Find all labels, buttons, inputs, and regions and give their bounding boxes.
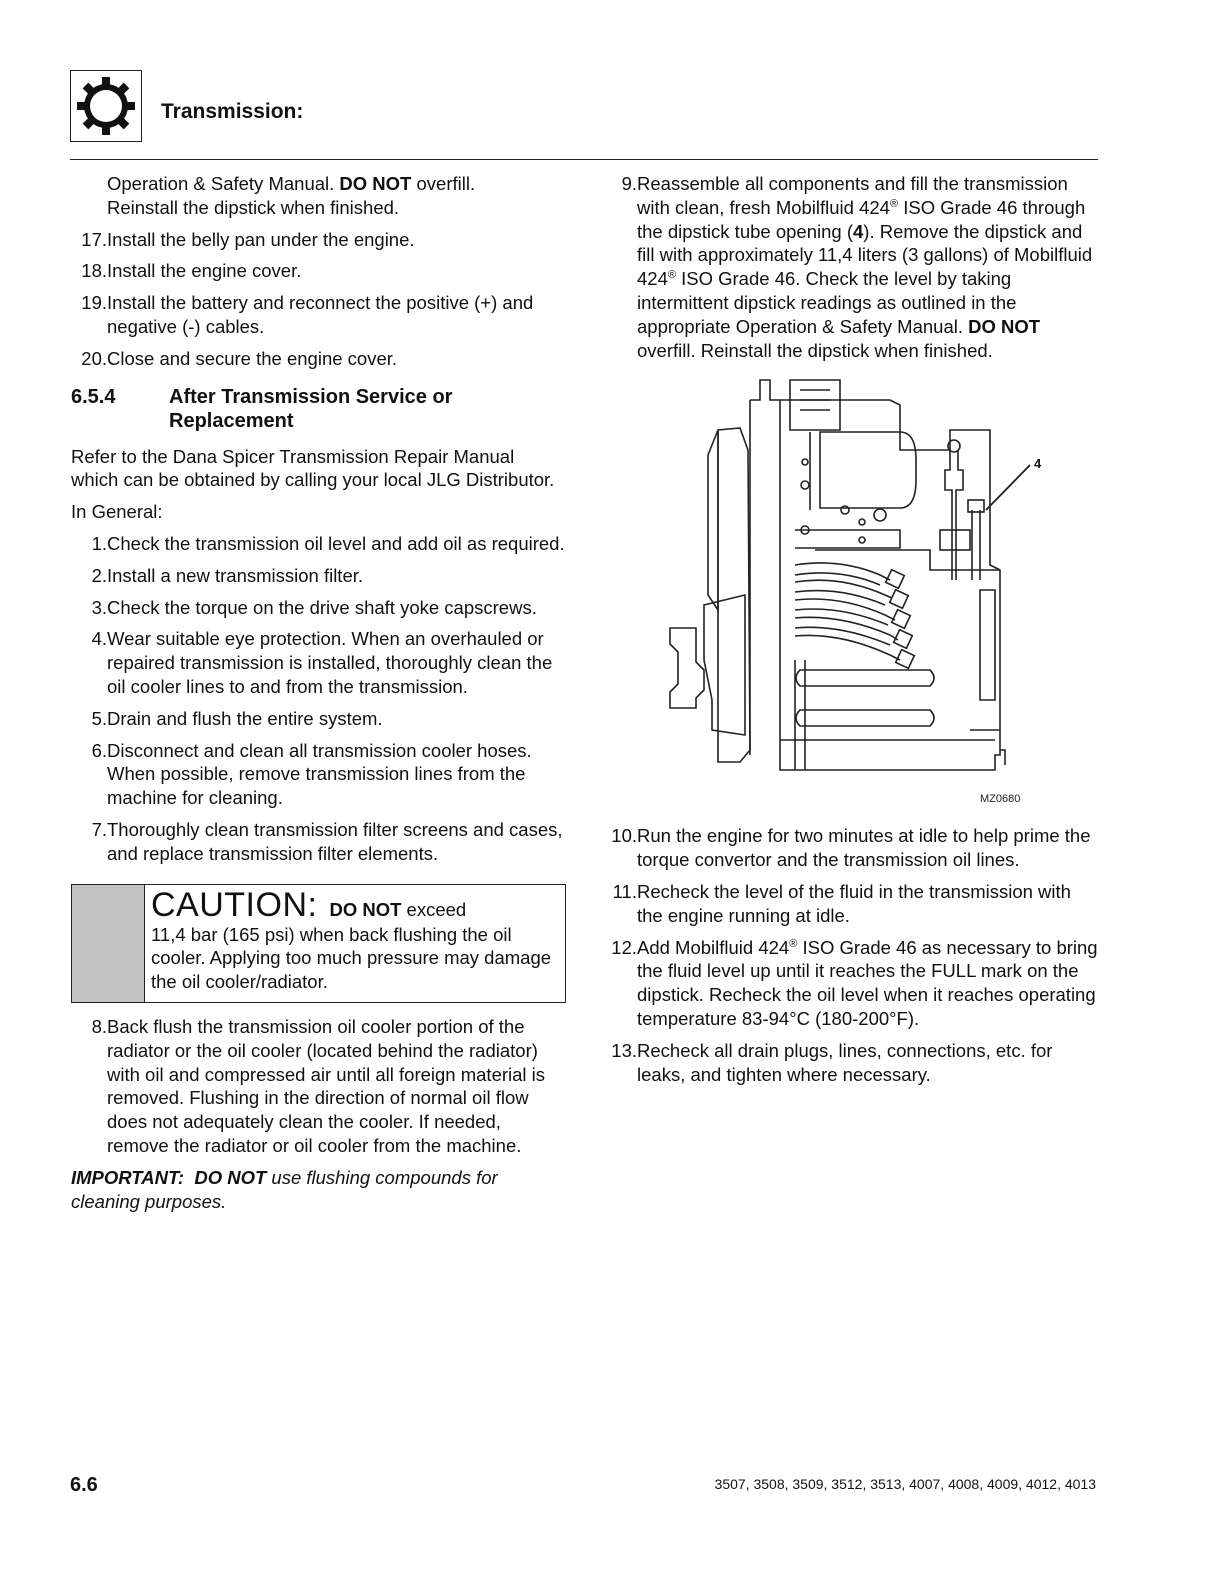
- step-number: 2.: [91, 564, 107, 586]
- list-item: [71, 627, 566, 698]
- caution-bold: DO NOT: [329, 898, 402, 920]
- step-text: Install the engine cover.: [107, 260, 302, 282]
- header-divider: [70, 159, 1098, 160]
- step-text: Recheck the level of the fluid in the transmission with the engine running at idle.: [637, 880, 1071, 926]
- step-number: 8.: [91, 1015, 107, 1037]
- step-number: 7.: [91, 818, 107, 840]
- continued-suffix: overfill.: [416, 173, 476, 194]
- continued-line2: Reinstall the dipstick when finished.: [107, 196, 400, 218]
- caution-box: [71, 884, 566, 1003]
- step-text: Drain and flush the entire system.: [107, 707, 383, 729]
- list-item: [71, 818, 566, 866]
- step-text: Thoroughly clean transmission filter screens and cases, and replace transmission filter elements.: [107, 818, 563, 864]
- section-heading: [71, 385, 566, 433]
- continued-text: [71, 172, 566, 220]
- right-column: [600, 172, 1098, 1094]
- step-number: 3.: [91, 596, 107, 618]
- continued-prefix: Operation & Safety Manual.: [107, 173, 335, 194]
- intro-paragraph: Refer to the Dana Spicer Transmission Repair Manual which can be obtained by calling your local JLG Distributor.: [71, 445, 555, 491]
- step-number: 6.: [91, 739, 107, 761]
- section-icon-box: [70, 70, 142, 142]
- step-text: Reassemble all components and fill the transmission with clean, fresh Mobilfluid 424® ISO Grade 46 through the dipstick tube opening (4). Remove the dipstick and fill with approximately 11,4 liters (3 gallons) of Mobilfluid 424® ISO Grade 46. Check the level by taking intermittent dipstick readings as outlined in the appropriate Operation & Safety Manual. DO NOT overfill. Reinstall the dipstick when finished.: [637, 173, 1093, 361]
- step-number: 10.: [611, 825, 637, 847]
- transmission-figure: [600, 370, 1098, 810]
- step-number: 9.: [621, 173, 637, 194]
- important-bold: DO NOT: [194, 1166, 267, 1188]
- step-number: 4.: [91, 628, 107, 650]
- list-item: [600, 824, 1098, 872]
- page-number: 6.6: [70, 1474, 98, 1496]
- step-text: Disconnect and clean all transmission cooler hoses. When possible, remove transmission lines from the machine for cleaning.: [107, 739, 532, 809]
- figure-callout-4: 4: [1034, 456, 1042, 472]
- list-item: [71, 347, 566, 371]
- important-note: [71, 1166, 566, 1214]
- step-text: Back flush the transmission oil cooler portion of the radiator or the oil cooler (located behind the radiator) with oil and compressed air until all foreign material is removed. Flushing in the direction of normal oil flow does not adequately clean the cooler. If needed, remove the radiator or oil cooler from the machine.: [107, 1015, 546, 1156]
- list-item: [71, 259, 566, 283]
- important-text: use flushing compounds for cleaning purposes.: [71, 1166, 498, 1212]
- list-item: [71, 564, 566, 588]
- list-item: [71, 739, 566, 810]
- transmission-drawing: [600, 370, 1098, 780]
- step-text: Close and secure the engine cover.: [107, 347, 398, 369]
- in-general-label: In General:: [71, 501, 163, 523]
- list-item: [600, 172, 1098, 362]
- section-title: After Transmission Service or Replacement: [169, 385, 453, 432]
- step-text: Check the transmission oil level and add oil as required.: [107, 532, 565, 554]
- page-header-title: Transmission:: [161, 100, 304, 123]
- step-number: 12.: [611, 936, 637, 958]
- caution-text-lead: exceed: [406, 898, 467, 920]
- step-text: Install a new transmission filter.: [107, 564, 364, 586]
- step-number: 11.: [612, 880, 637, 902]
- step-text: Recheck all drain plugs, lines, connections, etc. for leaks, and tighten where necessary.: [637, 1039, 1053, 1085]
- section-number: 6.5.4: [71, 385, 116, 408]
- step-text: Check the torque on the drive shaft yoke capscrews.: [107, 596, 537, 618]
- step-number: 17.: [81, 228, 107, 250]
- step-number: 18.: [81, 260, 107, 282]
- step-text: Install the belly pan under the engine.: [107, 228, 415, 250]
- model-numbers: 3507, 3508, 3509, 3512, 3513, 4007, 4008, 4009, 4012, 4013: [714, 1476, 1096, 1492]
- important-label: IMPORTANT:: [71, 1166, 185, 1188]
- step-text: Install the battery and reconnect the positive (+) and negative (-) cables.: [107, 292, 534, 337]
- step-text: Add Mobilfluid 424® ISO Grade 46 as necessary to bring the fluid level up until it reaches the FULL mark on the dipstick. Recheck the oil level when it reaches operating temperature 83-94°C (180-200°F).: [637, 936, 1098, 1029]
- list-item: [600, 1039, 1098, 1087]
- left-column: [71, 172, 566, 1221]
- continued-bold: DO NOT: [339, 173, 412, 194]
- caution-body: [145, 885, 565, 1002]
- list-item: [71, 532, 566, 556]
- step-number: 20.: [81, 347, 107, 369]
- step-number: 13.: [611, 1039, 637, 1061]
- step-number: 1.: [91, 532, 107, 554]
- list-item: [600, 936, 1098, 1031]
- figure-code: MZ0680: [980, 793, 1021, 806]
- caution-side-bar: [72, 885, 145, 1002]
- step-number: 19.: [81, 292, 107, 314]
- list-item: [71, 596, 566, 620]
- step-number: 5.: [91, 707, 107, 729]
- step-text: Run the engine for two minutes at idle to help prime the torque convertor and the transmission oil lines.: [637, 825, 1091, 871]
- list-item: [71, 1015, 566, 1158]
- list-item: [71, 228, 566, 252]
- list-item: [71, 291, 566, 339]
- list-item: [600, 880, 1098, 928]
- caution-label: CAUTION:: [151, 885, 318, 924]
- step-text: Wear suitable eye protection. When an overhauled or repaired transmission is installed, thoroughly clean the oil cooler lines to and from the transmission.: [107, 628, 553, 697]
- caution-text: 11,4 bar (165 psi) when back flushing the oil cooler. Applying too much pressure may damage the oil cooler/radiator.: [151, 923, 552, 993]
- list-item: [71, 707, 566, 731]
- gear-icon: [74, 74, 138, 138]
